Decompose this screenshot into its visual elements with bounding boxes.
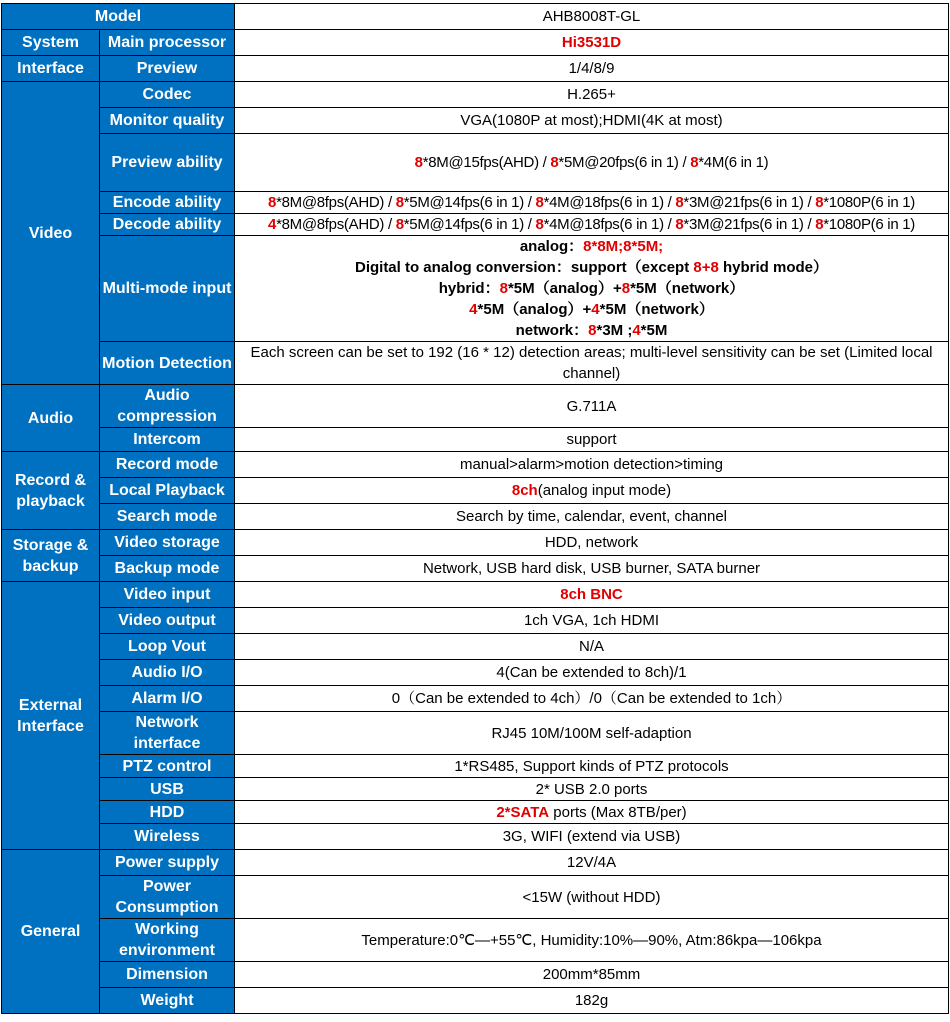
value-power-consumption: <15W (without HDD) bbox=[235, 876, 949, 919]
row-local-playback bbox=[2, 478, 949, 504]
value-power-supply: 12V/4A bbox=[235, 850, 949, 876]
preview-ability-spec: *8M@15fps(AHD) / bbox=[422, 154, 551, 171]
value-audio-compression: G.711A bbox=[235, 385, 949, 428]
label-power-consumption: Power Consumption bbox=[100, 876, 235, 919]
row-alarm-io bbox=[2, 686, 949, 712]
multimode-line-network: network：8*3M ;4*5M bbox=[515, 322, 668, 339]
decode-count: 8 bbox=[675, 216, 684, 233]
value-main-processor bbox=[235, 30, 949, 56]
category-record-playback: Record & playback bbox=[2, 452, 100, 530]
value-video-storage: HDD, network bbox=[235, 530, 949, 556]
value-usb: 2* USB 2.0 ports bbox=[235, 778, 949, 801]
value-local-playback bbox=[235, 478, 949, 504]
decode-count: 8 bbox=[815, 216, 824, 233]
row-model bbox=[2, 4, 949, 30]
preview-ability-count: 8 bbox=[414, 154, 423, 171]
decode-count: 8 bbox=[535, 216, 544, 233]
multimode-line-hybrid: hybrid：8*5M（analog）+8*5M（network） bbox=[438, 280, 745, 297]
preview-ability-count: 8 bbox=[550, 154, 559, 171]
multimode-line-analog: analog：8*8M;8*5M; bbox=[519, 238, 664, 255]
multimode-line-conversion: Digital to analog conversion：support（except 8+8 hybrid mode） bbox=[354, 259, 829, 276]
row-motion-detection bbox=[2, 342, 949, 385]
label-dimension: Dimension bbox=[100, 962, 235, 988]
decode-count: 8 bbox=[395, 216, 404, 233]
category-general: General bbox=[2, 850, 100, 1014]
hdd-note: ports (Max 8TB/per) bbox=[549, 803, 687, 821]
value-main-processor-text: Hi3531D bbox=[561, 34, 622, 51]
encode-spec: *4M@18fps(6 in 1) / bbox=[543, 194, 676, 211]
local-playback-note: (analog input mode) bbox=[537, 482, 672, 499]
preview-ability-spec: *5M@20fps(6 in 1) / bbox=[558, 154, 691, 171]
label-working-environment: Working environment bbox=[100, 919, 235, 962]
value-preview: 1/4/8/9 bbox=[235, 56, 949, 82]
encode-count: 8 bbox=[535, 194, 544, 211]
label-loop-vout: Loop Vout bbox=[100, 634, 235, 660]
value-motion-detection: Each screen can be set to 192 (16 * 12) detection areas; multi-level sensitivity can be set (Limited local channel) bbox=[235, 342, 949, 385]
row-codec bbox=[2, 82, 949, 108]
value-video-output: 1ch VGA, 1ch HDMI bbox=[235, 608, 949, 634]
label-video-storage: Video storage bbox=[100, 530, 235, 556]
row-audio-compression bbox=[2, 385, 949, 428]
row-video-output bbox=[2, 608, 949, 634]
row-record-mode bbox=[2, 452, 949, 478]
category-video: Video bbox=[2, 82, 100, 385]
row-hdd bbox=[2, 801, 949, 824]
value-multi-mode-input bbox=[235, 236, 949, 342]
row-intercom bbox=[2, 428, 949, 452]
category-storage-backup: Storage & backup bbox=[2, 530, 100, 582]
row-ptz-control bbox=[2, 755, 949, 778]
row-video-input bbox=[2, 582, 949, 608]
row-decode-ability bbox=[2, 214, 949, 236]
local-playback-channels: 8ch bbox=[511, 482, 538, 499]
value-working-environment: Temperature:0℃—+55℃, Humidity:10%—90%, Atm:86kpa—106kpa bbox=[235, 919, 949, 962]
value-ptz-control: 1*RS485, Support kinds of PTZ protocols bbox=[235, 755, 949, 778]
value-encode-ability bbox=[235, 192, 949, 214]
value-loop-vout: N/A bbox=[235, 634, 949, 660]
label-network-interface: Network interface bbox=[100, 712, 235, 755]
value-network-interface: RJ45 10M/100M self-adaption bbox=[235, 712, 949, 755]
label-power-supply: Power supply bbox=[100, 850, 235, 876]
label-record-mode: Record mode bbox=[100, 452, 235, 478]
encode-spec: *1080P(6 in 1) bbox=[823, 194, 915, 211]
row-preview bbox=[2, 56, 949, 82]
category-external-interface: External Interface bbox=[2, 582, 100, 850]
value-weight: 182g bbox=[235, 988, 949, 1014]
value-record-mode: manual>alarm>motion detection>timing bbox=[235, 452, 949, 478]
label-backup-mode: Backup mode bbox=[100, 556, 235, 582]
row-weight bbox=[2, 988, 949, 1014]
label-alarm-io: Alarm I/O bbox=[100, 686, 235, 712]
label-intercom: Intercom bbox=[100, 428, 235, 452]
label-codec: Codec bbox=[100, 82, 235, 108]
encode-count: 8 bbox=[268, 194, 277, 211]
label-hdd: HDD bbox=[100, 801, 235, 824]
category-audio: Audio bbox=[2, 385, 100, 452]
value-dimension: 200mm*85mm bbox=[235, 962, 949, 988]
label-video-input: Video input bbox=[100, 582, 235, 608]
value-alarm-io: 0（Can be extended to 4ch）/0（Can be extended to 1ch） bbox=[235, 686, 949, 712]
label-encode-ability: Encode ability bbox=[100, 192, 235, 214]
label-preview: Preview bbox=[100, 56, 235, 82]
row-main-processor bbox=[2, 30, 949, 56]
decode-spec: *3M@21fps(6 in 1) / bbox=[683, 216, 816, 233]
row-power-supply bbox=[2, 850, 949, 876]
value-audio-io: 4(Can be extended to 8ch)/1 bbox=[235, 660, 949, 686]
decode-count: 4 bbox=[268, 216, 277, 233]
row-wireless bbox=[2, 824, 949, 850]
value-wireless: 3G, WIFI (extend via USB) bbox=[235, 824, 949, 850]
label-main-processor: Main processor bbox=[100, 30, 235, 56]
row-multi-mode-input bbox=[2, 236, 949, 342]
value-intercom: support bbox=[235, 428, 949, 452]
preview-ability-count: 8 bbox=[690, 154, 699, 171]
encode-spec: *5M@14fps(6 in 1) / bbox=[403, 194, 536, 211]
row-dimension bbox=[2, 962, 949, 988]
spec-table bbox=[1, 3, 949, 1014]
decode-spec: *1080P(6 in 1) bbox=[823, 216, 915, 233]
value-hdd bbox=[235, 801, 949, 824]
hdd-ports: 2*SATA bbox=[496, 803, 550, 821]
label-multi-mode-input: Multi-mode input bbox=[100, 236, 235, 342]
encode-count: 8 bbox=[815, 194, 824, 211]
value-backup-mode: Network, USB hard disk, USB burner, SATA burner bbox=[235, 556, 949, 582]
encode-count: 8 bbox=[675, 194, 684, 211]
decode-spec: *8M@8fps(AHD) / bbox=[276, 216, 396, 233]
row-usb bbox=[2, 778, 949, 801]
label-audio-io: Audio I/O bbox=[100, 660, 235, 686]
label-wireless: Wireless bbox=[100, 824, 235, 850]
row-backup-mode bbox=[2, 556, 949, 582]
label-monitor-quality: Monitor quality bbox=[100, 108, 235, 134]
row-network-interface bbox=[2, 712, 949, 755]
preview-ability-spec: *4M(6 in 1) bbox=[698, 154, 769, 171]
encode-spec: *3M@21fps(6 in 1) / bbox=[683, 194, 816, 211]
row-search-mode bbox=[2, 504, 949, 530]
label-decode-ability: Decode ability bbox=[100, 214, 235, 236]
label-preview-ability: Preview ability bbox=[100, 134, 235, 192]
label-motion-detection: Motion Detection bbox=[100, 342, 235, 385]
value-model: AHB8008T-GL bbox=[235, 4, 949, 30]
row-audio-io bbox=[2, 660, 949, 686]
value-search-mode: Search by time, calendar, event, channel bbox=[235, 504, 949, 530]
encode-count: 8 bbox=[395, 194, 404, 211]
decode-spec: *4M@18fps(6 in 1) / bbox=[543, 216, 676, 233]
label-video-output: Video output bbox=[100, 608, 235, 634]
label-model: Model bbox=[2, 4, 235, 30]
value-codec: H.265+ bbox=[235, 82, 949, 108]
category-system: System bbox=[2, 30, 100, 56]
row-power-consumption bbox=[2, 876, 949, 919]
row-working-environment bbox=[2, 919, 949, 962]
label-weight: Weight bbox=[100, 988, 235, 1014]
multimode-line-mixed: 4*5M（analog）+4*5M（network） bbox=[469, 301, 714, 318]
label-audio-compression: Audio compression bbox=[100, 385, 235, 428]
label-local-playback: Local Playback bbox=[100, 478, 235, 504]
row-preview-ability bbox=[2, 134, 949, 192]
label-search-mode: Search mode bbox=[100, 504, 235, 530]
decode-spec: *5M@14fps(6 in 1) / bbox=[403, 216, 536, 233]
value-monitor-quality: VGA(1080P at most);HDMI(4K at most) bbox=[235, 108, 949, 134]
category-interface: Interface bbox=[2, 56, 100, 82]
value-video-input bbox=[235, 582, 949, 608]
row-monitor-quality bbox=[2, 108, 949, 134]
encode-spec: *8M@8fps(AHD) / bbox=[276, 194, 396, 211]
video-input-value: 8ch BNC bbox=[560, 586, 623, 603]
row-loop-vout bbox=[2, 634, 949, 660]
label-ptz-control: PTZ control bbox=[100, 755, 235, 778]
value-preview-ability bbox=[235, 134, 949, 192]
row-encode-ability bbox=[2, 192, 949, 214]
row-video-storage bbox=[2, 530, 949, 556]
value-decode-ability bbox=[235, 214, 949, 236]
label-usb: USB bbox=[100, 778, 235, 801]
